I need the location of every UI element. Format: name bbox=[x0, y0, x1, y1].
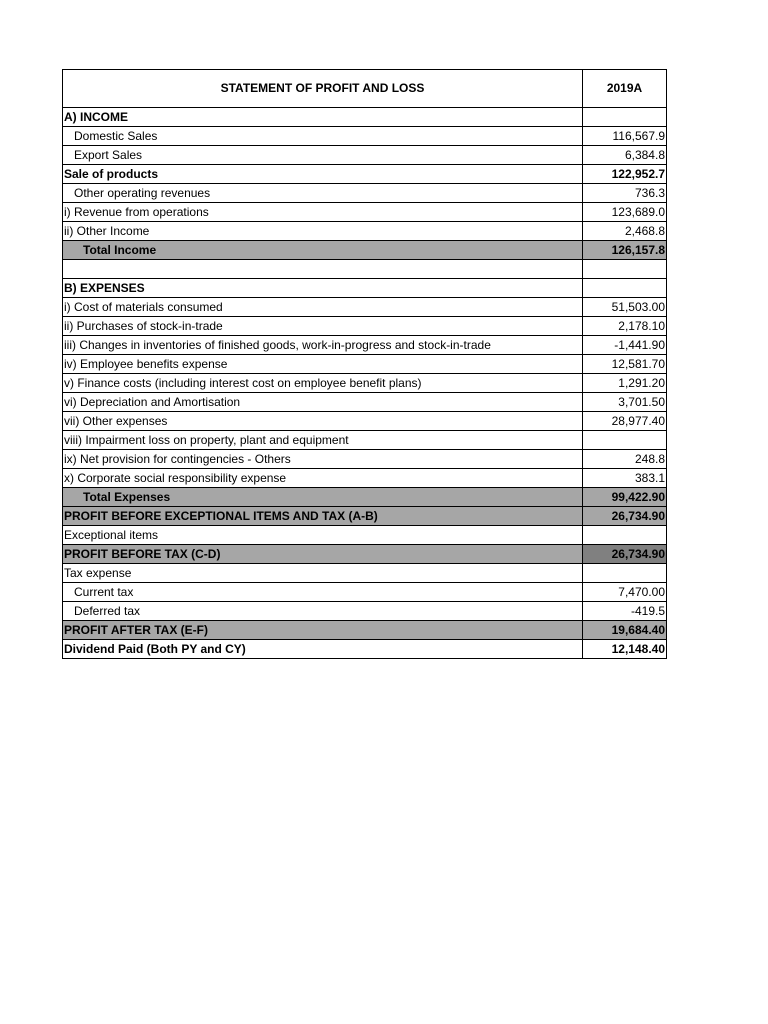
row-value: 2,178.10 bbox=[583, 317, 667, 336]
row-label: Domestic Sales bbox=[63, 127, 583, 146]
row-label: Export Sales bbox=[63, 146, 583, 165]
row-value: 736.3 bbox=[583, 184, 667, 203]
row-label: Other operating revenues bbox=[63, 184, 583, 203]
table-row bbox=[63, 564, 667, 583]
table-row bbox=[63, 412, 667, 431]
table-row bbox=[63, 450, 667, 469]
row-label: PROFIT BEFORE TAX (C-D) bbox=[63, 545, 583, 564]
row-label: Total Expenses bbox=[63, 488, 583, 507]
row-label: Exceptional items bbox=[63, 526, 583, 545]
row-value: 248.8 bbox=[583, 450, 667, 469]
table-row bbox=[63, 393, 667, 412]
row-label: A) INCOME bbox=[63, 108, 583, 127]
total-expenses-row bbox=[63, 488, 667, 507]
row-value bbox=[583, 526, 667, 545]
row-label: Deferred tax bbox=[63, 602, 583, 621]
row-value bbox=[583, 260, 667, 279]
row-label bbox=[63, 260, 583, 279]
table-row bbox=[63, 298, 667, 317]
row-value bbox=[583, 431, 667, 450]
table-row bbox=[63, 127, 667, 146]
row-label: ix) Net provision for contingencies - Others bbox=[63, 450, 583, 469]
row-value: 126,157.8 bbox=[583, 241, 667, 260]
row-label: PROFIT AFTER TAX (E-F) bbox=[63, 621, 583, 640]
row-value: 1,291.20 bbox=[583, 374, 667, 393]
dividend-row bbox=[63, 640, 667, 659]
blank-row bbox=[63, 260, 667, 279]
row-label: Tax expense bbox=[63, 564, 583, 583]
table-row bbox=[63, 526, 667, 545]
row-label: vii) Other expenses bbox=[63, 412, 583, 431]
row-value bbox=[583, 108, 667, 127]
row-value: 116,567.9 bbox=[583, 127, 667, 146]
row-label: PROFIT BEFORE EXCEPTIONAL ITEMS AND TAX (A-B) bbox=[63, 507, 583, 526]
row-label: B) EXPENSES bbox=[63, 279, 583, 298]
row-value: 28,977.40 bbox=[583, 412, 667, 431]
table-row bbox=[63, 146, 667, 165]
profit-loss-table bbox=[62, 69, 667, 659]
row-value: 99,422.90 bbox=[583, 488, 667, 507]
row-label: iii) Changes in inventories of finished goods, work-in-progress and stock-in-trade bbox=[63, 336, 583, 355]
table-row bbox=[63, 165, 667, 184]
row-label: Sale of products bbox=[63, 165, 583, 184]
table-row bbox=[63, 336, 667, 355]
total-income-row bbox=[63, 241, 667, 260]
table-row bbox=[63, 279, 667, 298]
table-row bbox=[63, 317, 667, 336]
profit-after-tax-row bbox=[63, 621, 667, 640]
table-row bbox=[63, 602, 667, 621]
row-value: 51,503.00 bbox=[583, 298, 667, 317]
table-row bbox=[63, 355, 667, 374]
table-row bbox=[63, 108, 667, 127]
row-value: -419.5 bbox=[583, 602, 667, 621]
row-label: vi) Depreciation and Amortisation bbox=[63, 393, 583, 412]
row-value: 12,148.40 bbox=[583, 640, 667, 659]
statement-title: STATEMENT OF PROFIT AND LOSS bbox=[63, 70, 583, 108]
row-label: ii) Purchases of stock-in-trade bbox=[63, 317, 583, 336]
table-row bbox=[63, 431, 667, 450]
row-value: 122,952.7 bbox=[583, 165, 667, 184]
row-label: x) Corporate social responsibility expense bbox=[63, 469, 583, 488]
profit-before-tax-row bbox=[63, 545, 667, 564]
row-value: 7,470.00 bbox=[583, 583, 667, 602]
row-label: i) Revenue from operations bbox=[63, 203, 583, 222]
row-value: 12,581.70 bbox=[583, 355, 667, 374]
table-row bbox=[63, 222, 667, 241]
row-label: Dividend Paid (Both PY and CY) bbox=[63, 640, 583, 659]
row-value bbox=[583, 564, 667, 583]
table-row bbox=[63, 469, 667, 488]
row-value: 26,734.90 bbox=[583, 507, 667, 526]
row-value: -1,441.90 bbox=[583, 336, 667, 355]
table-row bbox=[63, 374, 667, 393]
row-value: 123,689.0 bbox=[583, 203, 667, 222]
row-value: 383.1 bbox=[583, 469, 667, 488]
row-label: Total Income bbox=[63, 241, 583, 260]
year-header: 2019A bbox=[583, 70, 667, 108]
profit-before-exceptional-row bbox=[63, 507, 667, 526]
row-value: 3,701.50 bbox=[583, 393, 667, 412]
table-row bbox=[63, 203, 667, 222]
row-label: i) Cost of materials consumed bbox=[63, 298, 583, 317]
row-label: Current tax bbox=[63, 583, 583, 602]
row-value: 19,684.40 bbox=[583, 621, 667, 640]
row-value: 2,468.8 bbox=[583, 222, 667, 241]
table-row bbox=[63, 583, 667, 602]
row-value: 6,384.8 bbox=[583, 146, 667, 165]
row-label: viii) Impairment loss on property, plant and equipment bbox=[63, 431, 583, 450]
row-label: v) Finance costs (including interest cost on employee benefit plans) bbox=[63, 374, 583, 393]
header-row bbox=[63, 70, 667, 108]
row-label: ii) Other Income bbox=[63, 222, 583, 241]
row-value: 26,734.90 bbox=[583, 545, 667, 564]
row-value bbox=[583, 279, 667, 298]
row-label: iv) Employee benefits expense bbox=[63, 355, 583, 374]
table-row bbox=[63, 184, 667, 203]
